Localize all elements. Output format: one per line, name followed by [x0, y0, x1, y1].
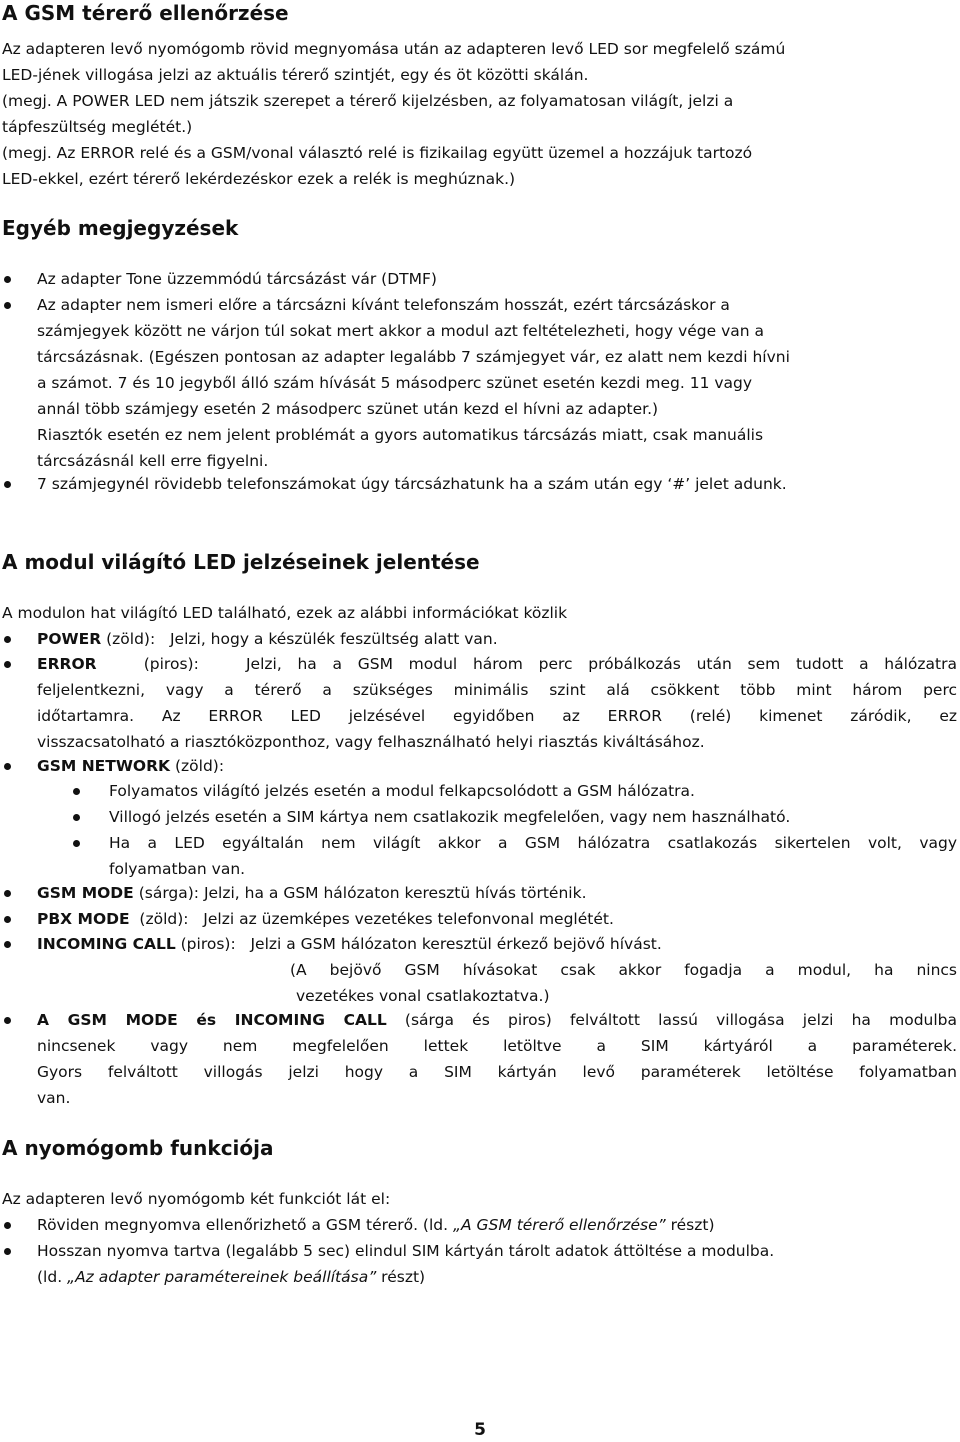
led-description: (zöld): Jelzi, hogy a készülék feszültség alatt van. — [101, 630, 498, 648]
text-line: számjegyek között ne várjon túl sokat mert akkor a modul azt feltételezheti, hogy vége van a — [37, 322, 764, 340]
list-item-gsm-network — [37, 753, 224, 779]
text-line: visszacsatolható a riasztóközponthoz, vagy felhasználható helyi riasztás kiváltásához. — [37, 733, 705, 751]
text-line: nincsenek vagy nem megfelelően lettek letöltve a SIM kártyáról a paraméterek. — [37, 1037, 957, 1055]
text-line — [37, 1007, 957, 1033]
bullet-icon — [73, 788, 80, 795]
text-line — [37, 931, 662, 957]
text-line: annál több számjegy esetén 2 másodperc szünet után kezd el hívni az adapter.) — [37, 400, 659, 418]
bullet-text: Röviden megnyomva ellenőrizhető a GSM térerő. (ld. — [37, 1216, 453, 1234]
cross-reference: „A GSM térerő ellenőrzése” — [452, 1216, 666, 1234]
text-line: LED-jének villogása jelzi az aktuális térerő szintjét, egy és öt közötti skálán. — [2, 66, 589, 84]
bullet-icon — [4, 890, 11, 897]
list-item-combo — [37, 1007, 957, 1111]
section-title-led-meaning: A modul világító LED jelzéseinek jelentése — [2, 550, 480, 574]
text-line: LED-ekkel, ezért térerő lekérdezéskor ezek a relék is meghúznak.) — [2, 170, 516, 188]
text-line: (A bejövő GSM hívásokat csak akkor fogadja a modul, ha nincs — [290, 961, 957, 979]
led-description: (piros): Jelzi, ha a GSM modul három perc próbálkozás után sem tudott a hálózatra — [96, 655, 957, 673]
text-line: A modulon hat világító LED található, ezek az alábbi információkat közlik — [2, 604, 568, 622]
led-description: (piros): Jelzi a GSM hálózaton keresztül érkező bejövő hívást. — [175, 935, 662, 953]
bullet-icon — [4, 1017, 11, 1024]
text-line — [37, 880, 587, 906]
bullet-icon — [4, 636, 11, 643]
text-line: Villogó jelzés esetén a SIM kártya nem csatlakozik megfelelően, vagy nem használható. — [109, 808, 791, 826]
text-line — [37, 651, 957, 677]
text-line: (megj. A POWER LED nem játszik szerepet a térerő kijelzésben, az folyamatosan világít, jelzi a — [2, 92, 734, 110]
text-line: a számot. 7 és 10 jegyből álló szám hívását 5 másodperc szünet esetén kezdi meg. 11 vagy — [37, 374, 753, 392]
list-item-incoming-call — [37, 931, 662, 957]
bullet-icon — [4, 302, 11, 309]
led-label: A GSM MODE és INCOMING CALL — [37, 1011, 387, 1029]
text-line: Az adapter nem ismeri előre a tárcsázni kívánt telefonszám hosszát, ezért tárcsázáskor a — [37, 296, 730, 314]
list-item-pbx-mode — [37, 906, 614, 932]
bullet-text-tail: részt) — [376, 1268, 426, 1286]
bullet-icon — [4, 763, 11, 770]
text-line: Hosszan nyomva tartva (legalább 5 sec) elindul SIM kártyán tárolt adatok áttöltése a modulba. — [37, 1242, 775, 1260]
bullet-icon — [4, 1222, 11, 1229]
text-line: Az adapter Tone üzzemmódú tárcsázást vár (DTMF) — [37, 270, 437, 288]
sub-list-item — [109, 804, 790, 830]
bullet-icon — [4, 1248, 11, 1255]
text-line: tárcsázásnak. (Egészen pontosan az adapter legalább 7 számjegyet vár, ez alatt nem kezdi hívni — [37, 348, 790, 366]
led-description: (zöld): Jelzi az üzemképes vezetékes telefonvonal meglétét. — [129, 910, 614, 928]
page-number: 5 — [474, 1420, 486, 1440]
section-title-gsm-check: A GSM térerő ellenőrzése — [2, 1, 289, 25]
led-label: GSM NETWORK — [37, 757, 171, 775]
sub-list-item — [109, 778, 695, 804]
bullet-icon — [4, 661, 11, 668]
section-title-other-notes: Egyéb megjegyzések — [2, 216, 239, 240]
led-label: ERROR — [37, 655, 97, 673]
section-title-button: A nyomógomb funkciója — [2, 1136, 274, 1160]
text-line: tárcsázásnál kell erre figyelni. — [37, 452, 269, 470]
text-line — [37, 906, 614, 932]
text-line — [37, 626, 957, 652]
text-line: van. — [37, 1089, 71, 1107]
bullet-icon — [73, 840, 80, 847]
text-line: vezetékes vonal csatlakoztatva.) — [296, 987, 550, 1005]
bullet-icon — [4, 916, 11, 923]
text-line: 7 számjegynél rövidebb telefonszámokat úgy tárcsázhatunk ha a szám után egy ‘#’ jelet adunk. — [37, 475, 787, 493]
list-item — [37, 266, 437, 292]
list-item — [37, 1212, 715, 1238]
list-item — [37, 1238, 774, 1290]
bullet-text: (ld. — [37, 1268, 68, 1286]
bullet-icon — [73, 814, 80, 821]
led-description: (sárga): Jelzi, ha a GSM hálózaton keresztü hívás történik. — [133, 884, 587, 902]
bullet-text-tail: részt) — [665, 1216, 715, 1234]
list-item — [37, 292, 790, 474]
text-line: tápfeszültség meglétét.) — [2, 118, 193, 136]
bullet-icon — [4, 481, 11, 488]
text-line: folyamatban van. — [109, 860, 246, 878]
text-line: feljelentkezni, vagy a térerő a szükséges minimális szint alá csökkent több mint három perc — [37, 681, 957, 699]
button-intro — [2, 1186, 957, 1212]
list-item — [37, 471, 787, 497]
text-line: (megj. Az ERROR relé és a GSM/vonal választó relé is fizikailag együtt üzemel a hozzájuk tartozó — [2, 144, 753, 162]
text-line — [37, 753, 224, 779]
incoming-call-note — [290, 957, 957, 1009]
list-item-error — [37, 651, 957, 755]
led-intro — [2, 600, 957, 626]
list-item-power — [37, 626, 957, 652]
text-line: Az adapteren levő nyomógomb két funkciót lát el: — [2, 1190, 391, 1208]
text-line: Ha a LED egyáltalán nem világít akkor a GSM hálózatra csatlakozás sikertelen volt, vagy — [109, 834, 957, 852]
bullet-icon — [4, 941, 11, 948]
list-item-gsm-mode — [37, 880, 587, 906]
text-line — [37, 1264, 774, 1290]
led-label: POWER — [37, 630, 102, 648]
text-line: Az adapteren levő nyomógomb rövid megnyomása után az adapteren levő LED sor megfelelő számú — [2, 40, 786, 58]
led-label: INCOMING CALL — [37, 935, 176, 953]
bullet-icon — [4, 276, 11, 283]
led-label: PBX MODE — [37, 910, 130, 928]
led-description: (sárga és piros) felváltott lassú villogása jelzi ha modulba — [386, 1011, 957, 1029]
text-line: Riasztók esetén ez nem jelent problémát a gyors automatikus tárcsázás miatt, csak manuális — [37, 426, 764, 444]
text-line: Folyamatos világító jelzés esetén a modul felkapcsolódott a GSM hálózatra. — [109, 782, 695, 800]
led-description: (zöld): — [170, 757, 225, 775]
text-line: Gyors felváltott villogás jelzi hogy a SIM kártyán levő paraméterek letöltése folyamatban — [37, 1063, 957, 1081]
sub-list-item — [109, 830, 957, 882]
gsm-check-paragraph — [2, 36, 957, 192]
text-line — [37, 1212, 715, 1238]
cross-reference: „Az adapter paramétereinek beállítása” — [67, 1268, 377, 1286]
text-line: időtartamra. Az ERROR LED jelzésével egyidőben az ERROR (relé) kimenet záródik, ez — [37, 707, 957, 725]
led-label: GSM MODE — [37, 884, 134, 902]
